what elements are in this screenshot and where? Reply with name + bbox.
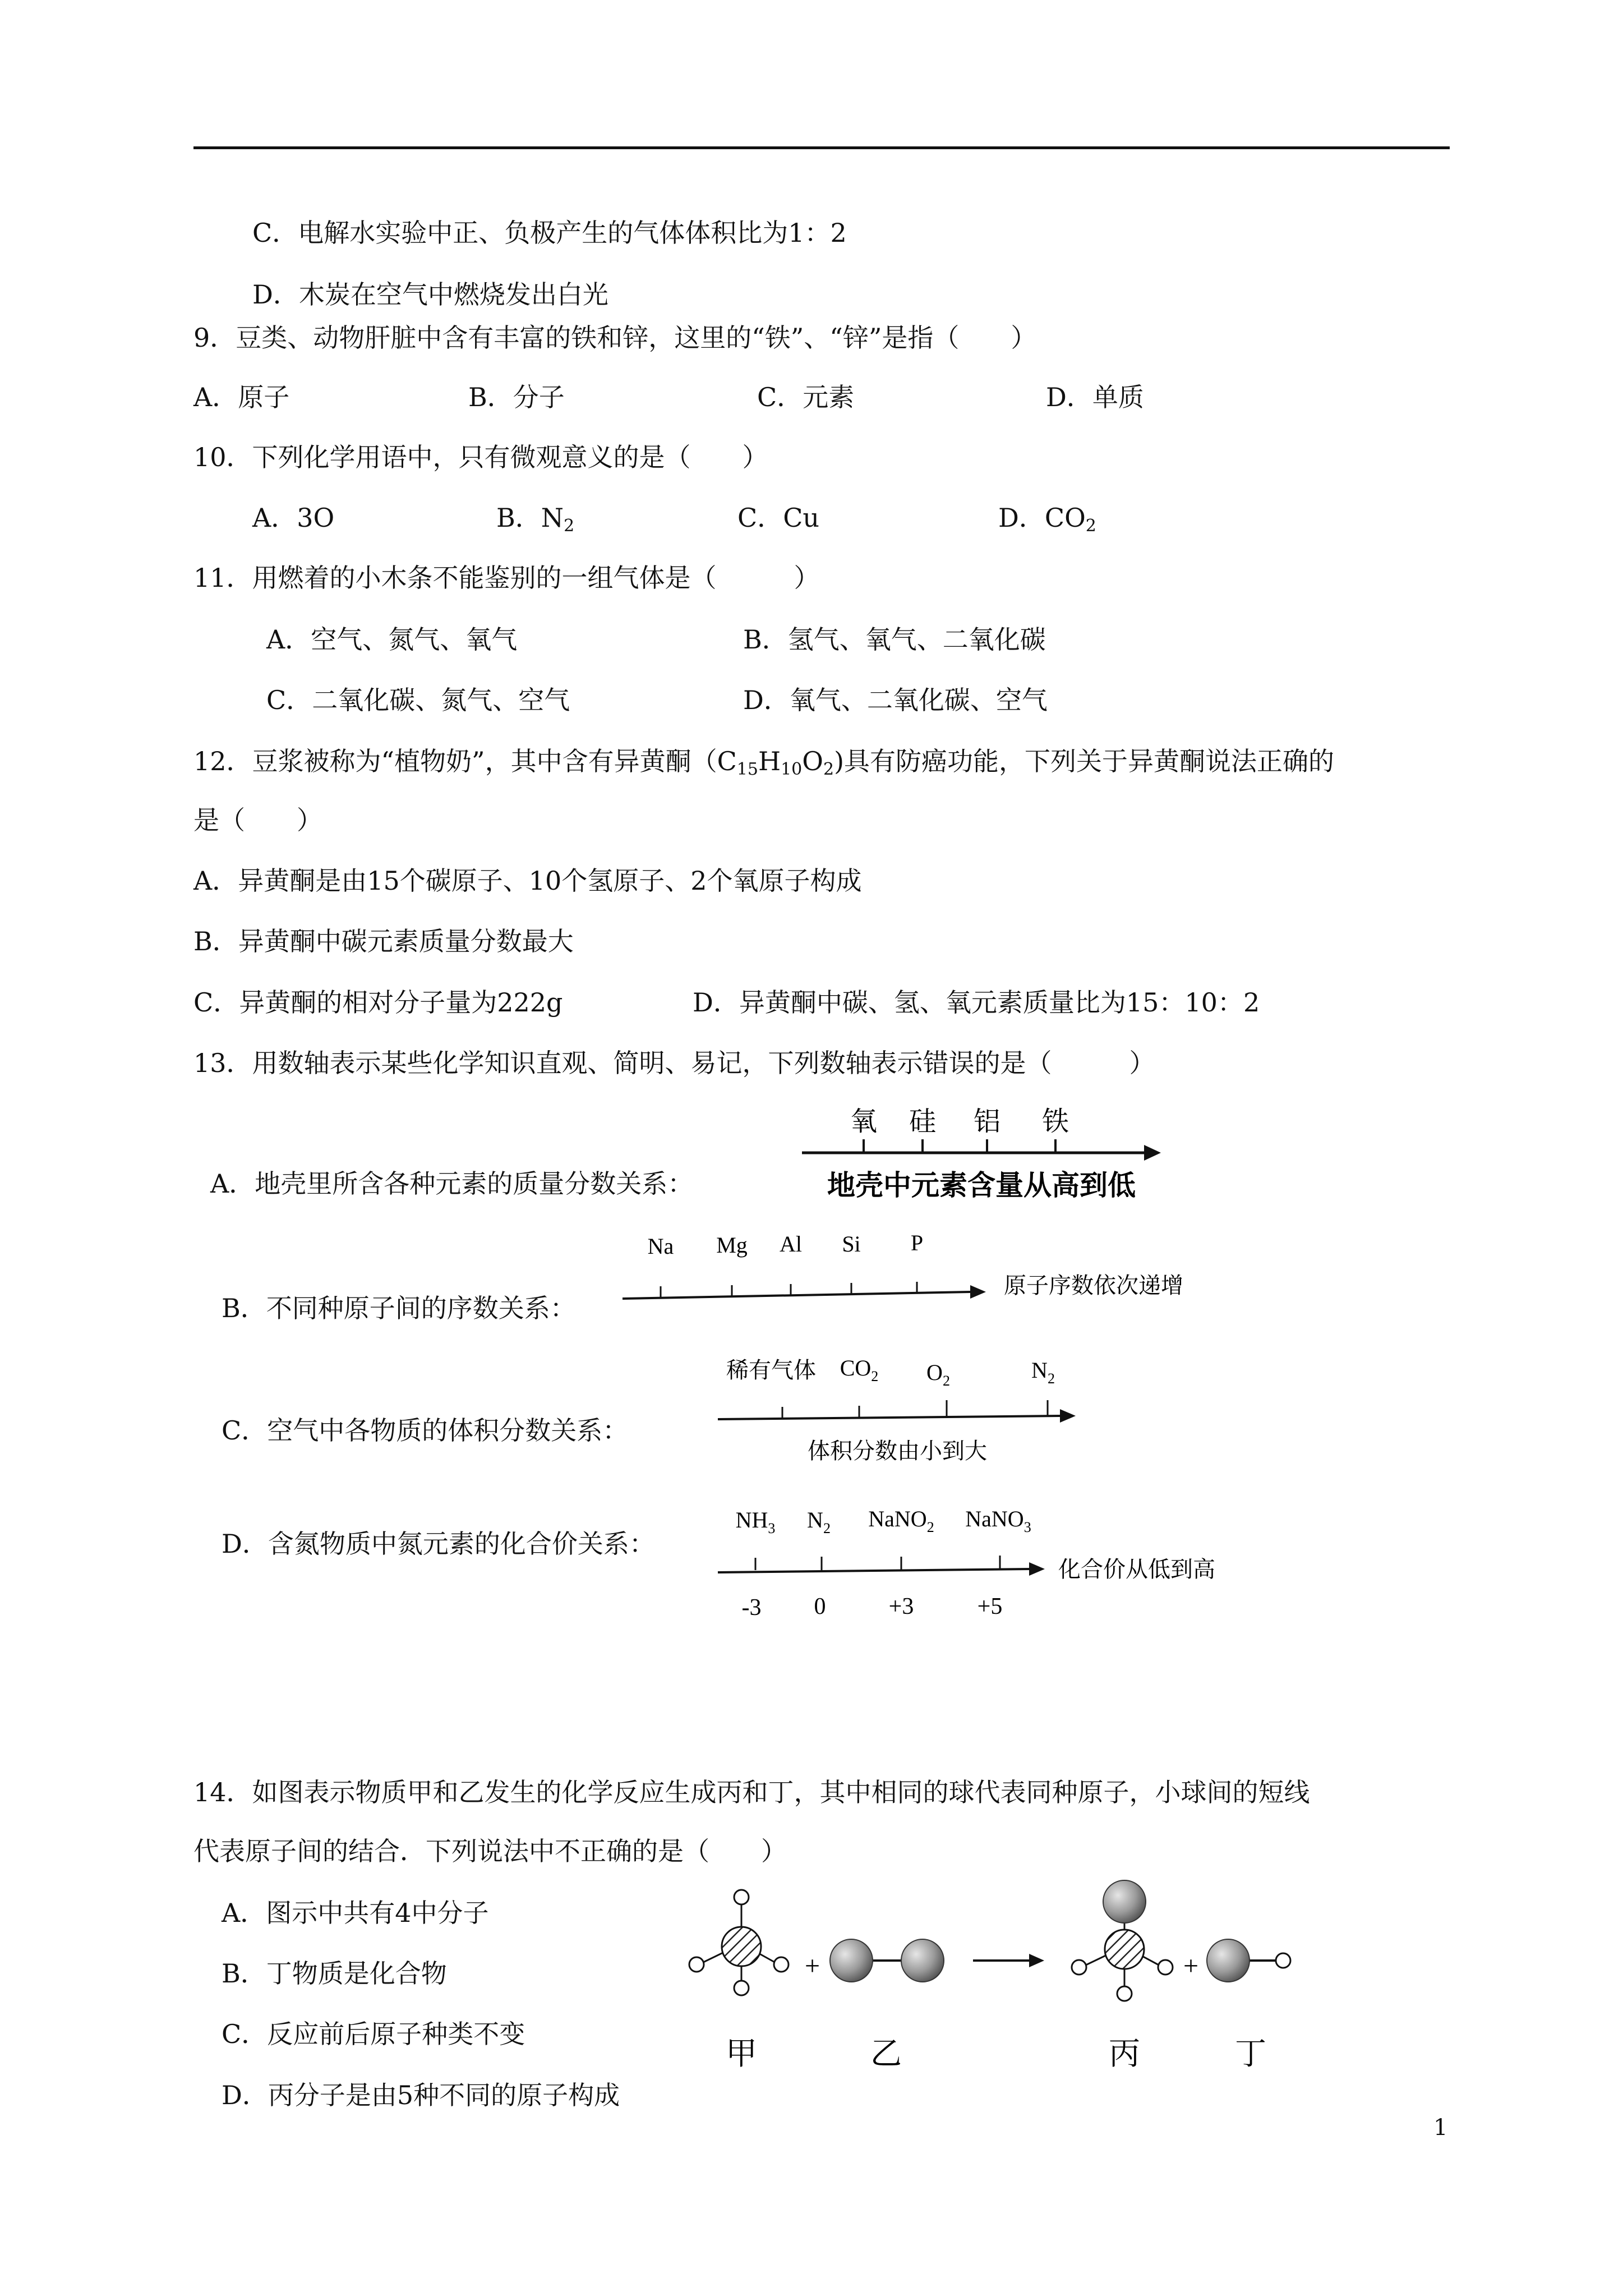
q11-option-c: C．二氧化碳、氮气、空气: [266, 685, 570, 715]
label-jia: 甲: [726, 2036, 757, 2072]
q13-b-caption: 原子序数依次递增: [1004, 1273, 1183, 1298]
q13-b-tick-p: P: [910, 1230, 924, 1255]
q14-stem-line1: 14．如图表示物质甲和乙发生的化学反应生成丙和丁，其中相同的球代表同种原子，小球间的短线: [193, 1777, 1310, 1807]
q12-stem-line2: 是（ ）: [193, 805, 322, 835]
q10-option-b: B．$N_2$: [496, 503, 575, 536]
q9-option-a: A．原子: [193, 382, 290, 412]
q12-option-b: B．异黄酮中碳元素质量分数最大: [193, 926, 574, 956]
molecule-yi: [830, 1939, 944, 1982]
q13-a-caption: 地壳中元素含量从高到低: [827, 1169, 1136, 1202]
q14-option-d: D．丙分子是由5种不同的原子构成: [222, 2080, 620, 2110]
q8-option-d: D．木炭在空气中燃烧发出白光: [252, 279, 608, 310]
q13-option-a-label: A．地壳里所含各种元素的质量分数关系：: [210, 1168, 694, 1199]
molecule-bing: [1072, 1880, 1173, 2001]
q13-b-number-line: [611, 1226, 1284, 1315]
q12-option-a: A．异黄酮是由15个碳原子、10个氢原子、2个氧原子构成: [193, 866, 862, 896]
q9-option-b: B．分子: [468, 382, 565, 412]
q13-b-tick-si: Si: [842, 1231, 861, 1257]
molecule-jia: [689, 1890, 789, 1995]
q13-c-tick-co2: $CO_2$: [840, 1355, 879, 1384]
q13-a-tick-aluminum: 铝: [973, 1106, 1001, 1137]
q13-d-tick-n2: $N_2$: [807, 1507, 831, 1536]
label-bing: 丙: [1109, 2036, 1140, 2072]
q13-option-d-label: D．含氮物质中氮元素的化合价关系：: [222, 1529, 655, 1559]
q10-stem: 10．下列化学用语中，只有微观意义的是（ ）: [193, 442, 768, 472]
q13-b-tick-na: Na: [647, 1234, 674, 1259]
q13-c-tick-noble-gas: 稀有气体: [726, 1358, 816, 1383]
q9-stem: 9．豆类、动物肝脏中含有丰富的铁和锌，这里的“铁”、“锌”是指（ ）: [193, 323, 1037, 353]
q13-c-number-line: [712, 1346, 1116, 1475]
q13-a-number-line: [796, 1097, 1178, 1220]
q13-d-value-minus3: -3: [741, 1595, 762, 1621]
q11-option-a: A．空气、氮气、氧气: [266, 624, 518, 655]
q13-d-value-plus5: +5: [977, 1594, 1003, 1619]
q9-option-d: D．单质: [1046, 382, 1144, 412]
plus-1: +: [805, 1951, 820, 1981]
label-yi: 乙: [870, 2036, 902, 2072]
q13-c-caption: 体积分数由小到大: [808, 1438, 987, 1464]
q13-c-tick-n2: $N_2$: [1031, 1358, 1055, 1387]
header-rule: [193, 146, 1450, 149]
q12-option-d: D．异黄酮中碳、氢、氧元素质量比为15：10：2: [693, 987, 1260, 1018]
q14-option-b: B．丁物质是化合物: [222, 1958, 447, 1989]
q13-option-b-label: B．不同种原子间的序数关系：: [222, 1293, 576, 1323]
q13-c-tick-o2: $O_2$: [926, 1360, 950, 1389]
q13-stem: 13．用数轴表示某些化学知识直观、简明、易记，下列数轴表示错误的是（ ）: [193, 1048, 1155, 1078]
q13-d-number-line: [709, 1495, 1248, 1635]
q13-d-value-plus3: +3: [888, 1594, 914, 1619]
q11-option-b: B．氢气、氧气、二氧化碳: [743, 624, 1046, 655]
molecule-ding: [1207, 1939, 1290, 1982]
q11-stem: 11．用燃着的小木条不能鉴别的一组气体是（ ）: [193, 563, 820, 593]
q14-stem-line2: 代表原子间的结合．下列说法中不正确的是（ ）: [193, 1836, 787, 1866]
q10-option-a: A．3O: [252, 503, 335, 533]
page-number: 1: [1433, 2115, 1448, 2141]
q13-b-tick-al: Al: [780, 1231, 802, 1257]
q13-a-tick-silicon: 硅: [909, 1106, 937, 1137]
q9-option-c: C．元素: [757, 382, 855, 412]
q8-option-c: C．电解水实验中正、负极产生的气体体积比为1：2: [252, 218, 847, 248]
reaction-arrow: [973, 1954, 1044, 1967]
q13-d-caption: 化合价从低到高: [1058, 1557, 1215, 1582]
q11-option-d: D．氧气、二氧化碳、空气: [743, 685, 1048, 715]
label-ding: 丁: [1235, 2036, 1266, 2072]
q14-option-a: A．图示中共有4中分子: [222, 1898, 489, 1928]
q13-d-tick-nano3: NaNO$_3$: [965, 1506, 1031, 1535]
q13-a-tick-oxygen: 氧: [850, 1106, 878, 1137]
q13-d-value-0: 0: [814, 1594, 826, 1619]
q13-a-tick-iron: 铁: [1041, 1106, 1069, 1137]
q13-option-c-label: C．空气中各物质的体积分数关系：: [222, 1415, 629, 1446]
q13-d-tick-nano2: NaNO$_2$: [868, 1506, 934, 1535]
q12-stem-line1: 12．豆浆被称为“植物奶”，其中含有异黄酮$(C_{15}H_{10}O_2)$具有防癌功能，下列关于异黄酮说法正确的: [193, 746, 1335, 779]
q10-option-c: C．Cu: [737, 503, 820, 533]
q13-d-tick-nh3: $NH_3$: [735, 1507, 776, 1536]
q13-b-tick-mg: Mg: [716, 1232, 748, 1258]
q12-option-c: C．异黄酮的相对分子量为222g: [193, 987, 563, 1018]
q14-reaction-diagram: [667, 1879, 1340, 2092]
q10-option-d: D．$CO_2$: [998, 503, 1096, 536]
q14-option-c: C．反应前后原子种类不变: [222, 2019, 525, 2049]
plus-2: +: [1183, 1951, 1199, 1981]
